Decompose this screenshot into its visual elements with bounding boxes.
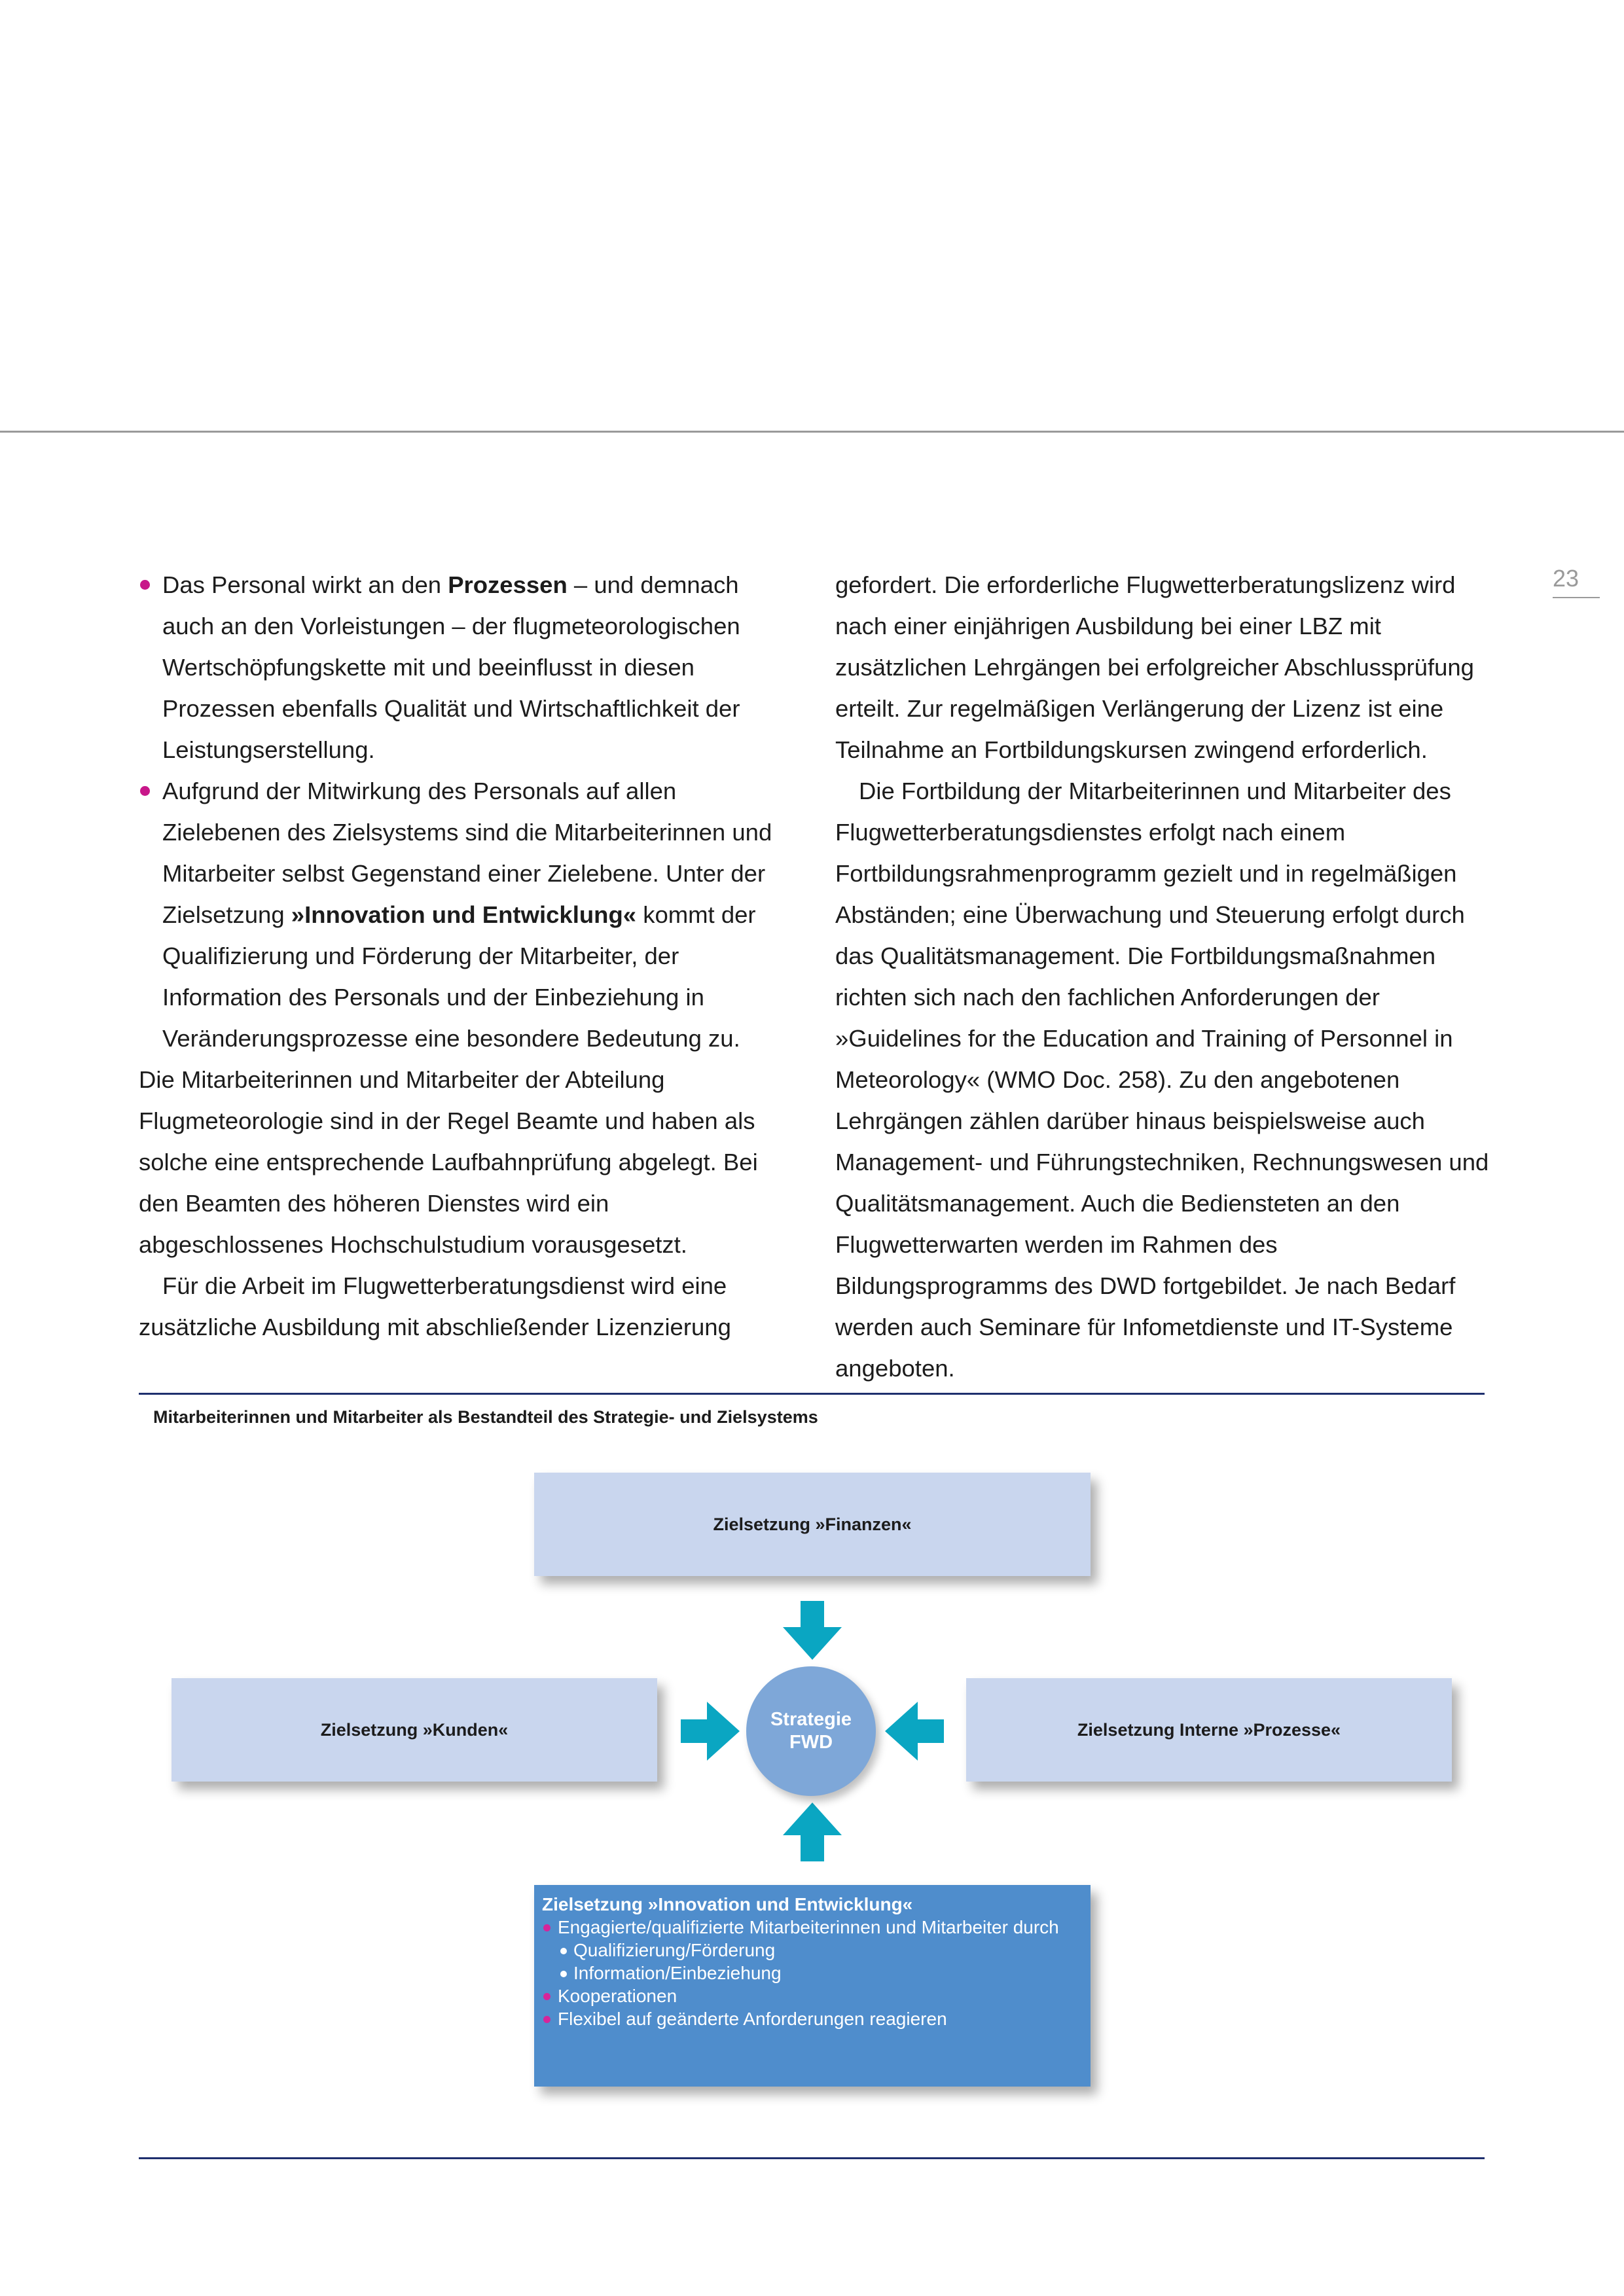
strategy-center-circle (746, 1666, 876, 1796)
bullet-paragraph-processes: Das Personal wirkt an den Prozessen – und demnach auch an den Vorleistungen – der flugmeteorologischen Wertschöpfungskette mit und beeinflusst in diesen Prozessen ebenfalls Qualität und Wirtschaftlichkeit der Leistungserstellung. (139, 564, 787, 770)
bullet-paragraph-innovation: Aufgrund der Mitwirkung des Personals auf allen Zielebenen des Zielsystems sind die Mitarbeiterinnen und Mitarbeiter selbst Gegenstand einer Zielebene. Unter der Zielsetzung »Innovation und Entwicklung« kommt der Qualifizierung und Förderung der Mitarbeiter, der Information des Personals und der Einbeziehung in Veränderungsprozesse eine besondere Bedeutung zu. (139, 770, 787, 1059)
magenta-bullet-icon (543, 1993, 550, 2000)
magenta-bullet-icon (543, 2016, 550, 2023)
arrow-left-icon (885, 1702, 944, 1761)
innovation-box-title: Zielsetzung »Innovation und Entwicklung« (542, 1894, 913, 1914)
page-number-underline (1553, 597, 1600, 598)
strategy-subject: FWD (789, 1732, 833, 1753)
magenta-bullet-icon (543, 1924, 550, 1931)
goal-finance-box: Zielsetzung »Finanzen« (534, 1473, 1091, 1576)
arrow-right-icon (681, 1702, 740, 1761)
bold-term-processes: Prozessen (448, 571, 568, 598)
goal-processes-box: Zielsetzung Interne »Prozesse« (966, 1678, 1452, 1782)
goal-customers-box: Zielsetzung »Kunden« (171, 1678, 657, 1782)
figure-caption: Mitarbeiterinnen und Mitarbeiter als Bestandteil des Strategie- und Zielsystems (153, 1407, 818, 1427)
list-item: Flexibel auf geänderte Anforderungen reagieren (542, 2007, 1083, 2030)
arrow-up-icon (783, 1803, 842, 1861)
white-bullet-icon (560, 1948, 567, 1954)
list-subitem: Information/Einbeziehung (542, 1962, 1083, 1984)
list-item: Engagierte/qualifizierte Mitarbeiterinnen und Mitarbeiter durch (542, 1916, 1083, 1939)
paragraph-officials: Die Mitarbeiterinnen und Mitarbeiter der Abteilung Flugmeteorologie sind in der Regel Beamte und haben als solche eine entsprechende Laufbahnprüfung abgelegt. Bei den Beamten des höheren Dienstes wird ein abgeschlossenes Hochschulstudium vorausgesetzt. (139, 1066, 758, 1258)
paragraph-training-intro: Für die Arbeit im Flugwetterberatungsdienst wird eine zusätzliche Ausbildung mit abschließender Lizenzierung (139, 1272, 731, 1340)
white-bullet-icon (560, 1971, 567, 1977)
bold-term-innovation: »Innovation und Entwicklung« (291, 901, 637, 928)
paragraph-license: gefordert. Die erforderliche Flugwetterberatungslizenz wird nach einer einjährigen Ausbildung bei einer LBZ mit zusätzlichen Lehrgängen bei erfolgreicher Abschlussprüfung erteilt. Zur regelmäßigen Verlängerung der Lizenz ist eine Teilnahme an Fortbildungskursen zwingend erforderlich. (835, 571, 1474, 763)
list-subitem: Qualifizierung/Förderung (542, 1939, 1083, 1962)
goal-innovation-box (534, 1885, 1091, 2087)
right-text-column (835, 564, 1490, 1389)
figure-top-rule (139, 1393, 1485, 1395)
list-item: Kooperationen (542, 1984, 1083, 2007)
paragraph-further-training: Die Fortbildung der Mitarbeiterinnen und Mitarbeiter des Flugwetterberatungsdienstes erfolgt nach einem Fortbildungsrahmenprogramm gezielt und in regelmäßigen Abständen; eine Überwachung und Steuerung erfolgt durch das Qualitätsmanagement. Die Fortbildungsmaßnahmen richten sich nach den fachlichen Anforderungen der »Guidelines for the Education and Training of Personnel in Meteorology« (WMO Doc. 258). Zu den angebotenen Lehrgängen zählen darüber hinaus beispielsweise auch Management- und Führungstechniken, Rechnungswesen und Qualitätsmanagement. Auch die Bediensteten an den Flugwetterwarten werden im Rahmen des Bildungsprogramms des DWD fortgebildet. Je nach Bedarf werden auch Seminare für Infometdienste und IT-Systeme angeboten. (835, 778, 1489, 1382)
magenta-bullet-icon (140, 786, 150, 796)
strategy-label: Strategie (770, 1709, 852, 1730)
header-divider (0, 431, 1624, 433)
magenta-bullet-icon (140, 580, 150, 590)
arrow-down-icon (783, 1601, 842, 1660)
figure-bottom-rule (139, 2157, 1485, 2159)
left-text-column (139, 564, 787, 1348)
page-number: 23 (1553, 565, 1579, 592)
